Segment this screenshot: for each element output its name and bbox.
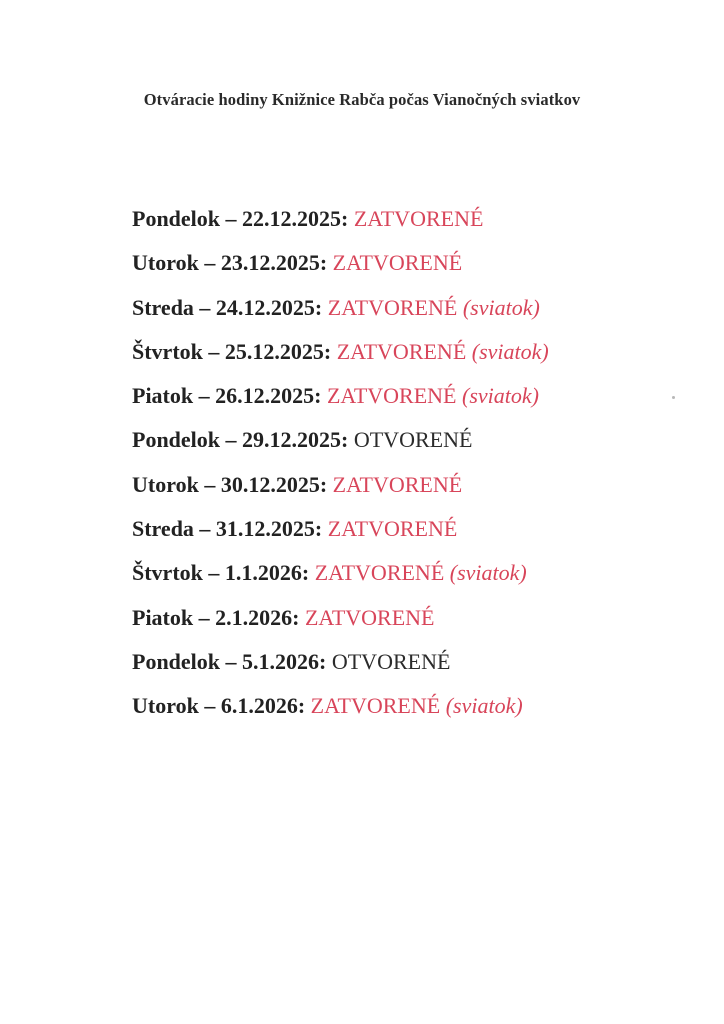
row-status: ZATVORENÉ — [353, 206, 484, 231]
row-note: (sviatok) — [462, 383, 539, 409]
row-day: Pondelok – 29.12.2025: — [132, 427, 349, 453]
row-status: ZATVORENÉ — [326, 383, 457, 409]
schedule-row — [132, 603, 672, 647]
schedule-row — [132, 293, 672, 337]
row-day: Pondelok – 22.12.2025: — [132, 206, 349, 231]
row-day: Streda – 31.12.2025: — [132, 516, 323, 542]
row-note: (sviatok) — [449, 560, 527, 586]
row-status: ZATVORENÉ — [336, 338, 467, 364]
row-status: OTVORENÉ — [331, 648, 451, 674]
row-note: (sviatok) — [471, 338, 549, 364]
schedule-row — [132, 425, 672, 469]
schedule-row — [132, 691, 672, 735]
row-day: Piatok – 2.1.2026: — [132, 604, 300, 630]
opening-hours-list — [132, 204, 672, 736]
scan-speck — [672, 396, 675, 399]
row-status: OTVORENÉ — [353, 427, 473, 453]
schedule-row — [132, 470, 672, 514]
page-title: Otváracie hodiny Knižnice Rabča počas Vianočných sviatkov — [143, 90, 581, 109]
row-status: ZATVORENÉ — [332, 250, 463, 276]
row-day: Štvrtok – 1.1.2026: — [132, 560, 310, 586]
row-day: Pondelok – 5.1.2026: — [132, 648, 327, 674]
row-status: ZATVORENÉ — [327, 294, 458, 320]
schedule-row — [132, 514, 672, 558]
row-status: ZATVORENÉ — [332, 471, 463, 497]
row-day: Streda – 24.12.2025: — [132, 294, 323, 320]
row-day: Utorok – 30.12.2025: — [132, 471, 328, 497]
schedule-row — [132, 337, 672, 381]
row-day: Piatok – 26.12.2025: — [132, 383, 322, 409]
row-status: ZATVORENÉ — [310, 693, 441, 719]
row-day: Utorok – 6.1.2026: — [132, 693, 306, 719]
schedule-row — [132, 248, 672, 292]
schedule-row — [132, 558, 672, 602]
row-status: ZATVORENÉ — [327, 516, 458, 542]
row-day: Utorok – 23.12.2025: — [132, 250, 328, 276]
row-status: ZATVORENÉ — [304, 604, 435, 630]
row-status: ZATVORENÉ — [314, 560, 445, 586]
row-note: (sviatok) — [462, 294, 540, 320]
row-day: Štvrtok – 25.12.2025: — [132, 338, 332, 364]
schedule-row — [132, 204, 672, 248]
schedule-row — [132, 381, 672, 425]
row-note: (sviatok) — [445, 693, 523, 719]
schedule-row — [132, 647, 672, 691]
